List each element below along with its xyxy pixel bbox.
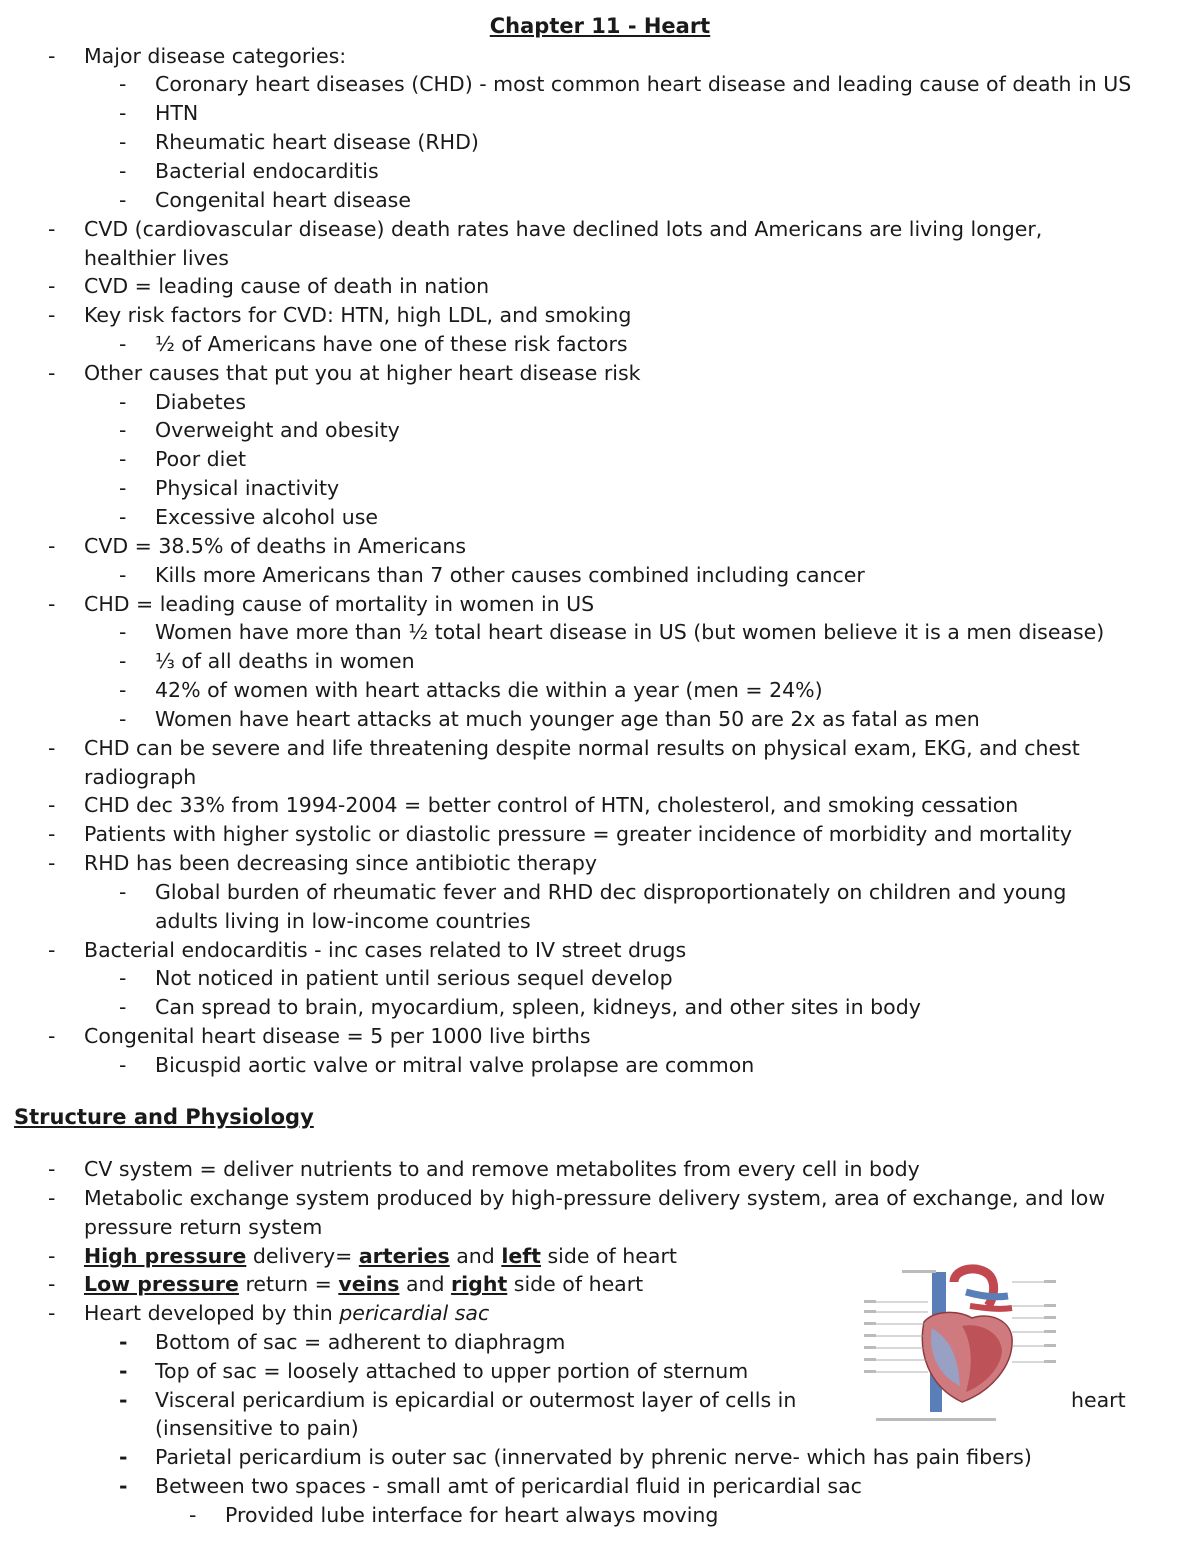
bullet-dash: - — [119, 418, 127, 442]
list-item: Coronary heart diseases (CHD) - most common heart disease and leading cause of death in US — [155, 72, 1132, 96]
list-item: CVD = leading cause of death in nation — [84, 274, 490, 298]
bullet-dash: - — [48, 361, 56, 385]
text-run: and — [449, 1244, 502, 1268]
bullet-dash: - — [48, 1157, 56, 1181]
bullet-dash: - — [119, 505, 127, 529]
text-run: side of heart — [507, 1272, 644, 1296]
emphasis-right: right — [451, 1272, 508, 1296]
list-item: Can spread to brain, myocardium, spleen, kidneys, and other sites in body — [155, 995, 921, 1019]
list-item: Rheumatic heart disease (RHD) — [155, 130, 479, 154]
bullet-dash: - — [119, 1445, 128, 1469]
list-item: HTN — [155, 101, 199, 125]
bullet-dash: - — [119, 390, 127, 414]
bullet-dash: - — [119, 101, 127, 125]
list-item: Global burden of rheumatic fever and RHD dec disproportionately on children and young — [155, 880, 1067, 904]
list-item: RHD has been decreasing since antibiotic therapy — [84, 851, 598, 875]
list-item: Excessive alcohol use — [155, 505, 379, 529]
list-item: ⅓ of all deaths in women — [155, 649, 415, 673]
list-item-continuation: (insensitive to pain) — [155, 1416, 359, 1440]
list-item: Visceral pericardium is epicardial or outermost layer of cells in — [155, 1388, 797, 1412]
bullet-dash: - — [119, 1388, 128, 1412]
text-run: Heart developed by thin — [84, 1301, 340, 1325]
bullet-dash: - — [119, 880, 127, 904]
list-item: 42% of women with heart attacks die within a year (men = 24%) — [155, 678, 823, 702]
text-run: and — [399, 1272, 452, 1296]
list-item-continuation: pressure return system — [84, 1215, 323, 1239]
bullet-dash: - — [119, 678, 127, 702]
bullet-dash: - — [48, 1301, 56, 1325]
list-item: Provided lube interface for heart always moving — [225, 1503, 719, 1527]
bullet-dash: - — [119, 1330, 128, 1354]
emphasis-veins: veins — [338, 1272, 400, 1296]
list-item: Bottom of sac = adherent to diaphragm — [155, 1330, 566, 1354]
list-item: CHD = leading cause of mortality in women in US — [84, 592, 595, 616]
list-item: Bicuspid aortic valve or mitral valve prolapse are common — [155, 1053, 755, 1077]
bullet-dash: - — [119, 563, 127, 587]
emphasis-high-pressure: High pressure — [84, 1244, 247, 1268]
list-item: Congenital heart disease = 5 per 1000 live births — [84, 1024, 591, 1048]
list-item: Physical inactivity — [155, 476, 340, 500]
bullet-dash: - — [119, 476, 127, 500]
bullet-dash: - — [119, 1359, 128, 1383]
bullet-dash: - — [119, 1474, 128, 1498]
bullet-dash: - — [48, 534, 56, 558]
bullet-dash: - — [119, 188, 127, 212]
text-run: side of heart — [540, 1244, 677, 1268]
list-item: Poor diet — [155, 447, 247, 471]
bullet-dash: - — [48, 822, 56, 846]
bullet-dash: - — [48, 938, 56, 962]
bullet-dash: - — [48, 274, 56, 298]
list-item-tail: heart — [1071, 1388, 1126, 1412]
text-run: return = — [238, 1272, 339, 1296]
list-item: Women have heart attacks at much younger age than 50 are 2x as fatal as men — [155, 707, 980, 731]
list-item: Not noticed in patient until serious sequel develop — [155, 966, 673, 990]
list-item: Patients with higher systolic or diastolic pressure = greater incidence of morbidity and mortality — [84, 822, 1072, 846]
list-item: Bacterial endocarditis - inc cases related to IV street drugs — [84, 938, 687, 962]
list-item-continuation: healthier lives — [84, 246, 229, 270]
heart-anatomy-illustration — [862, 1262, 1058, 1427]
list-item-continuation: radiograph — [84, 765, 197, 789]
bullet-dash: - — [119, 649, 127, 673]
list-item: Other causes that put you at higher heart disease risk — [84, 361, 641, 385]
list-item: CVD = 38.5% of deaths in Americans — [84, 534, 467, 558]
bullet-dash: - — [48, 217, 56, 241]
emphasis-left: left — [501, 1244, 541, 1268]
bullet-dash: - — [119, 1053, 127, 1077]
emphasis-arteries: arteries — [358, 1244, 450, 1268]
text-run: delivery= — [246, 1244, 359, 1268]
list-item: Parietal pericardium is outer sac (innervated by phrenic nerve- which has pain fibers) — [155, 1445, 1032, 1469]
bullet-dash: - — [48, 1244, 56, 1268]
list-item: Major disease categories: — [84, 44, 347, 68]
list-item: Kills more Americans than 7 other causes combined including cancer — [155, 563, 865, 587]
list-item: Key risk factors for CVD: HTN, high LDL, and smoking — [84, 303, 632, 327]
emphasis-pericardial-sac: pericardial sac — [339, 1301, 490, 1325]
bullet-dash: - — [119, 72, 127, 96]
bullet-dash: - — [48, 793, 56, 817]
list-item: Between two spaces - small amt of pericardial fluid in pericardial sac — [155, 1474, 862, 1498]
bullet-dash: - — [119, 130, 127, 154]
list-item: Metabolic exchange system produced by high-pressure delivery system, area of exchange, and low — [84, 1186, 1106, 1210]
list-item-low-pressure — [84, 1270, 643, 1298]
bullet-dash: - — [119, 620, 127, 644]
bullet-dash: - — [48, 44, 56, 68]
bullet-dash: - — [119, 966, 127, 990]
list-item-continuation: adults living in low-income countries — [155, 909, 531, 933]
list-item: Congenital heart disease — [155, 188, 411, 212]
list-item: CHD dec 33% from 1994-2004 = better control of HTN, cholesterol, and smoking cessation — [84, 793, 1019, 817]
list-item: Overweight and obesity — [155, 418, 400, 442]
bullet-dash: - — [48, 851, 56, 875]
emphasis-low-pressure: Low pressure — [84, 1272, 239, 1296]
list-item: Bacterial endocarditis — [155, 159, 379, 183]
bullet-dash: - — [48, 1024, 56, 1048]
section-heading: Structure and Physiology — [14, 1105, 314, 1129]
bullet-dash: - — [119, 447, 127, 471]
bullet-dash: - — [48, 736, 56, 760]
list-item: CHD can be severe and life threatening despite normal results on physical exam, EKG, and chest — [84, 736, 1080, 760]
list-item: CVD (cardiovascular disease) death rates have declined lots and Americans are living longer, — [84, 217, 1043, 241]
page-title: Chapter 11 - Heart — [489, 14, 711, 38]
list-item-high-pressure — [84, 1242, 677, 1270]
bullet-dash: - — [119, 995, 127, 1019]
list-item: Women have more than ½ total heart disease in US (but women believe it is a men disease) — [155, 620, 1105, 644]
list-item: Diabetes — [155, 390, 246, 414]
list-item: Top of sac = loosely attached to upper portion of sternum — [155, 1359, 749, 1383]
bullet-dash: - — [119, 707, 127, 731]
bullet-dash: - — [119, 332, 127, 356]
bullet-dash: - — [48, 1272, 56, 1296]
list-item: CV system = deliver nutrients to and remove metabolites from every cell in body — [84, 1157, 920, 1181]
bullet-dash: - — [119, 159, 127, 183]
bullet-dash: - — [48, 592, 56, 616]
list-item-pericardial — [84, 1299, 489, 1327]
bullet-dash: - — [189, 1503, 197, 1527]
bullet-dash: - — [48, 303, 56, 327]
bullet-dash: - — [48, 1186, 56, 1210]
list-item: ½ of Americans have one of these risk factors — [155, 332, 628, 356]
